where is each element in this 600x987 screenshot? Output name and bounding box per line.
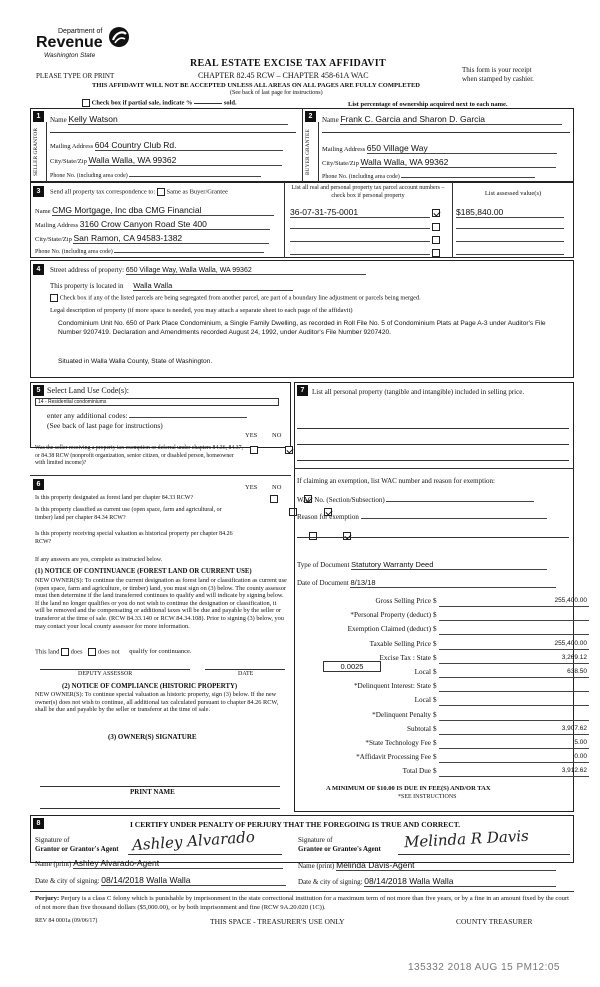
assessed-header: List assessed value(s) [484, 190, 542, 197]
section-1-number: 1 [33, 111, 44, 122]
financial-row-dollar: $ [433, 724, 437, 733]
tax-name-label: Name [35, 208, 51, 215]
street-row [50, 266, 450, 275]
exemption-yes-checkbox[interactable] [250, 446, 258, 454]
continuance-text: NEW OWNER(S): To continue the current designation as forest land or classification as current use (open space, farm and agriculture, or timber) land, you must sign on (3) below. The county assessor must then determine if the land transferred continues to qualify and will indicate by signing below. If the land no longer qualifies or you do not wish to continue the designation or classification, it will be removed and the compensating or additional taxes will be due and payable by the seller or transferor at the time of sale. (RCW 84.33.140 or RCW 84.34.108). Prior to signing (3) below, you may contact your local county assessor for more information. [35, 577, 287, 630]
financial-row-value[interactable]: 3,907.62 [439, 725, 589, 735]
minimum-note: A MINIMUM OF $10.00 IS DUE IN FEE(S) AND/OR TAX [326, 785, 491, 792]
not-accepted-line: THIS AFFIDAVIT WILL NOT BE ACCEPTED UNLESS ALL AREAS ON ALL PAGES ARE FULLY COMPLETED [92, 82, 420, 89]
financial-row-dollar: $ [433, 653, 437, 662]
forest-question: Is this property designated as forest land per chapter 84.33 RCW? [35, 495, 194, 501]
personal-property-checkbox-4[interactable] [432, 249, 440, 257]
sold-label: sold. [223, 99, 237, 107]
seller-mailing-row [50, 140, 296, 151]
parcel-row-1 [290, 207, 450, 218]
doc-date-field[interactable]: 8/13/18 [350, 578, 556, 588]
s5-no-header: NO [272, 432, 282, 439]
perjury-note [35, 895, 571, 912]
tax-city-field[interactable]: San Ramon, CA 94583-1382 [73, 233, 269, 244]
owner-signature-label: (3) OWNER(S) SIGNATURE [108, 733, 197, 741]
tax-phone-label: Phone No. (including area code) [35, 249, 113, 255]
assessed-field-3[interactable] [456, 234, 564, 242]
send-to-label: Send all property tax correspondence to: [50, 188, 156, 196]
buyer-mailing-label: Mailing Address [322, 146, 366, 153]
does-not-checkbox[interactable] [88, 648, 96, 656]
seller-city-row [50, 155, 296, 166]
financial-row [296, 739, 596, 750]
financial-row-value[interactable]: 3,912.62 [439, 767, 589, 777]
tax-mailing-field[interactable]: 3160 Crow Canyon Road Ste 400 [80, 219, 270, 230]
parcel-row-3 [290, 234, 450, 244]
grantee-date-label: Date & city of signing: [298, 878, 363, 886]
grantee-sig-label-1: Signature of [298, 836, 333, 844]
seller-phone-row [50, 170, 296, 179]
certify-statement: I CERTIFY UNDER PENALTY OF PERJURY THAT THE FOREGOING IS TRUE AND CORRECT. [130, 820, 461, 829]
financial-row-dollar: $ [433, 767, 437, 776]
form-title: REAL ESTATE EXCISE TAX AFFIDAVIT [190, 58, 386, 69]
current-use-question: Is this property classified as current use (open space, farm and agricultural, or timber) land per chapter 84.34 RCW? [35, 507, 222, 521]
financial-row-label: Local [414, 696, 431, 705]
doc-date-row [297, 578, 556, 588]
segregated-checkbox[interactable] [50, 294, 58, 302]
parcel-field-4[interactable] [290, 247, 430, 255]
grantee-name-field[interactable]: Melinda Davis-Agent [336, 860, 556, 871]
grantor-name-field[interactable]: Ashley Alvarado-Agent [73, 858, 283, 869]
street-label: Street address of property: [50, 266, 125, 274]
seller-city-label: City/State/Zip [50, 158, 87, 165]
seller-mailing-field[interactable]: 604 Country Club Rd. [95, 140, 283, 151]
reason-label: Reason for exemption [297, 513, 359, 521]
buyer-city-row [322, 157, 570, 168]
financial-row-value[interactable] [439, 711, 589, 721]
financial-row-label: Excise Tax : State [379, 653, 431, 662]
swoosh-icon [108, 26, 130, 48]
financial-row-label: Subtotal [407, 724, 431, 733]
exemption-claim-label: If claiming an exemption, list WAC number and reason for exemption: [297, 477, 495, 485]
financial-row-value[interactable]: 5.00 [439, 739, 589, 749]
doc-type-field[interactable]: Statutory Warranty Deed [351, 560, 547, 570]
seller-city-field[interactable]: Walla Walla, WA 99362 [88, 155, 282, 166]
financial-row-dollar: $ [433, 710, 437, 719]
grantor-sig-label-2: Grantor or Grantor's Agent [35, 845, 119, 853]
financial-row-value[interactable] [439, 696, 589, 706]
does-label: does [70, 648, 83, 656]
local-rate-box[interactable]: 0.0025 [323, 661, 381, 672]
financial-row [296, 767, 596, 778]
s5-yes-header: YES [245, 432, 258, 439]
buyer-name-row [322, 114, 570, 125]
doc-type-row [297, 560, 547, 570]
grantor-signature: Ashley Alvarado [131, 827, 256, 855]
send-to-row [50, 188, 228, 196]
financial-row-dollar: $ [433, 611, 437, 620]
additional-codes-row [47, 410, 247, 420]
county-treasurer: COUNTY TREASURER [456, 917, 533, 926]
buyer-phone-field[interactable] [401, 171, 535, 178]
financial-row-label: Local [414, 668, 431, 676]
segregated-row [50, 294, 570, 302]
if-yes-note: If any answers are yes, complete as instructed below. [35, 557, 163, 563]
financial-row-value[interactable] [439, 611, 589, 621]
grantee-date-row [298, 876, 556, 887]
seller-name-field[interactable]: Kelly Watson [68, 114, 288, 125]
financial-row [296, 625, 596, 636]
financial-row-value[interactable]: 3,269.12 [439, 654, 589, 664]
perjury-text: Perjury is a class C felony which is punishable by imprisonment in the state correctional institution for a maximum term of not more than five years, or by a fine in an amount fixed by the court of not more than five thousand dollars ($5,000.00), or by both imprisonment and fine (RCW 9A.20.020 (1C)). [35, 895, 569, 911]
parcel-number-field[interactable]: 36-07-31-75-0001 [290, 207, 430, 218]
assessed-value-field[interactable]: $185,840.00 [456, 207, 564, 218]
section5-see-back: (See back of last page for instructions) [47, 421, 163, 430]
same-as-buyer-checkbox[interactable] [157, 188, 165, 196]
logo-line1: Department of [58, 28, 103, 35]
additional-codes-field[interactable] [129, 410, 247, 418]
doc-type-label: Type of Document [297, 561, 350, 569]
personal-property-checkbox[interactable] [432, 209, 440, 217]
financial-row-label: Exemption Claimed (deduct) [347, 625, 431, 634]
financial-row-value[interactable]: 0.00 [439, 753, 589, 763]
financial-row-dollar: $ [433, 739, 437, 747]
personal-property-label: List all personal property (tangible and intangible) included in selling price. [312, 388, 525, 396]
exemption-no-checkbox[interactable] [285, 446, 293, 454]
section-3-number: 3 [33, 186, 44, 197]
parcel-row-4 [290, 247, 450, 257]
percentage-note: List percentage of ownership acquired next to each name. [348, 101, 508, 108]
section-8-number: 8 [33, 818, 44, 829]
same-as-buyer-label: Same as Buyer/Grantee [166, 188, 228, 196]
financial-row-label: *Personal Property (deduct) [350, 611, 431, 620]
parcel-field-2[interactable] [290, 221, 430, 229]
financial-row [296, 711, 596, 722]
land-use-select[interactable]: 14 - Residential condominiums [35, 398, 279, 406]
financial-row-value[interactable]: 255,400.00 [439, 640, 589, 650]
reason-field[interactable] [361, 511, 547, 519]
parcel-header: List all real and personal property tax parcel account numbers – check box if personal property [291, 185, 445, 199]
financial-row-label: *Delinquent Interest: State [353, 682, 431, 691]
located-field[interactable]: Walla Walla [133, 281, 293, 291]
buyer-name-field[interactable]: Frank C. Garcia and Sharon D. Garcia [340, 114, 562, 125]
logo-line3: Washington State [44, 52, 96, 59]
receipt-note-1: This form is your receipt [462, 66, 532, 74]
financial-row-dollar: $ [433, 625, 437, 634]
financial-row [296, 597, 596, 608]
grantor-name-label: Name (print) [35, 860, 72, 868]
seller-phone-field[interactable] [129, 170, 261, 177]
see-instructions-note: *SEE INSTRUCTIONS [398, 794, 457, 800]
tax-phone-field[interactable] [114, 246, 264, 253]
assessed-field-2[interactable] [456, 221, 564, 229]
tax-phone-row [35, 246, 281, 255]
legal-label: Legal description of property (if more space is needed, you may attach a separate sheet to each page of the affidavit) [50, 307, 353, 314]
financial-row [296, 682, 596, 693]
grantor-date-label: Date & city of signing: [35, 877, 100, 885]
grantor-date-field[interactable]: 08/14/2018 Walla Walla [101, 875, 286, 886]
grantee-signature: Melinda R Davis [403, 826, 530, 852]
see-back: (See back of last page for instructions) [230, 90, 323, 96]
does-checkbox[interactable] [61, 648, 69, 656]
section-6-number: 6 [33, 479, 44, 490]
treasurer-space: THIS SPACE - TREASURER'S USE ONLY [210, 917, 345, 926]
land-use-label: Select Land Use Code(s): [47, 386, 129, 395]
buyer-mailing-field[interactable]: 650 Village Way [367, 143, 557, 154]
tax-mailing-label: Mailing Address [35, 222, 79, 229]
financial-row-label: Taxable Selling Price [369, 639, 431, 648]
financial-row-value[interactable]: 638.50 [439, 668, 589, 678]
rev-number: REV 84 0001a (09/06/17) [35, 918, 98, 924]
financial-row-dollar: $ [433, 753, 437, 762]
financial-row-value[interactable] [439, 625, 589, 635]
grantor-sig-label-1: Signature of [35, 836, 70, 844]
section-2-number: 2 [305, 111, 316, 122]
seller-grantor-label: SELLER GRANTOR [33, 127, 39, 177]
continuance-title: (1) NOTICE OF CONTINUANCE (FOREST LAND OR CURRENT USE) [35, 568, 252, 575]
financial-row-label: Total Due [402, 767, 431, 776]
s6-no-header: NO [272, 484, 282, 491]
section-7-number: 7 [297, 385, 308, 396]
tax-city-row [35, 233, 281, 244]
compliance-title: (2) NOTICE OF COMPLIANCE (HISTORIC PROPERTY) [62, 683, 238, 690]
buyer-city-field[interactable]: Walla Walla, WA 99362 [360, 157, 556, 168]
historic-question: Is this property receiving special valuation as historical property per chapter 84.26 RCW? [35, 531, 233, 545]
street-field[interactable]: 650 Village Way, Walla Walla, WA 99362 [126, 267, 366, 275]
logo-line2: Revenue [36, 34, 103, 51]
financial-row-label: *Delinquent Penalty [372, 710, 431, 719]
seller-name-label: Name [50, 116, 67, 124]
doc-date-label: Date of Document [297, 579, 349, 587]
exemption-question: Was the seller receiving a property tax exemption or deferral under chapters 84.36, 84.37, or 84.38 RCW (nonprofit organization, senior citizen, or disabled person, homeowner with limited income)? [35, 445, 243, 466]
financial-row-dollar: $ [433, 682, 437, 691]
financial-row-value[interactable]: 255,400.00 [439, 597, 589, 607]
grantee-sig-label-2: Grantee or Grantee's Agent [298, 845, 381, 853]
financial-row-dollar: $ [433, 597, 437, 605]
please-type: PLEASE TYPE OR PRINT [36, 72, 115, 80]
partial-sale-label: Check box if partial sale, indicate % [91, 99, 193, 107]
qualify-label: qualify for continuance. [129, 648, 192, 656]
located-label: This property is located in [50, 282, 124, 290]
buyer-mailing-row [322, 143, 570, 154]
this-land-label: This land [35, 648, 60, 656]
buyer-name-label: Name [322, 116, 339, 124]
tax-mailing-row [35, 219, 281, 230]
seller-name-row [50, 114, 296, 125]
financial-row-label: *State Technology Fee [365, 739, 431, 747]
county-text: Situated in Walla Walla County, State of Washington. [58, 358, 213, 365]
tax-city-label: City/State/Zip [35, 236, 72, 243]
continuance-row [35, 648, 192, 656]
wac-label: WAC No. (Section/Subsection) [297, 496, 385, 504]
financial-row [296, 611, 596, 622]
recording-stamp: 135332 2018 AUG 15 PM12:05 [408, 962, 560, 973]
buyer-phone-row [322, 171, 570, 180]
financial-row [296, 696, 596, 707]
print-name-label: PRINT NAME [130, 788, 175, 796]
financial-row-dollar: $ [433, 668, 437, 676]
seller-mailing-label: Mailing Address [50, 143, 94, 150]
personal-property-checkbox-3[interactable] [432, 236, 440, 244]
grantor-date-row [35, 875, 286, 886]
deputy-assessor-label: DEPUTY ASSESSOR [78, 671, 133, 677]
grantee-name-row [298, 860, 556, 871]
parcel-field-3[interactable] [290, 234, 430, 242]
grantor-name-row [35, 858, 283, 869]
grantee-name-label: Name (print) [298, 862, 335, 870]
buyer-grantee-label: BUYER GRANTEE [305, 129, 311, 175]
section-5-number: 5 [33, 385, 44, 396]
forest-yes-checkbox[interactable] [270, 495, 278, 503]
financial-row-dollar: $ [433, 639, 437, 648]
wac-field[interactable] [386, 494, 534, 502]
dor-logo [36, 22, 136, 64]
section-4-number: 4 [33, 264, 44, 275]
perjury-bold: Perjury: [35, 895, 60, 902]
grantee-date-field[interactable]: 08/14/2018 Walla Walla [364, 876, 556, 887]
partial-sale-checkbox[interactable] [82, 99, 90, 107]
financial-row-label: *Affidavit Processing Fee [356, 753, 431, 762]
wac-row [297, 494, 534, 504]
receipt-note-2: when stamped by cashier. [462, 75, 534, 83]
seller-phone-label: Phone No. (including area code) [50, 173, 128, 179]
buyer-phone-label: Phone No. (including area code) [322, 174, 400, 180]
tax-name-field[interactable]: CMG Mortgage, Inc dba CMG Financial [52, 205, 274, 216]
assessed-field-4[interactable] [456, 247, 564, 255]
segregated-label: Check box if any of the listed parcels are being segregated from another parcel, are part of a boundary line adjustment or parcels being merged. [59, 294, 421, 302]
financial-row-dollar: $ [433, 696, 437, 705]
deputy-date-label: DATE [238, 671, 254, 677]
compliance-text: NEW OWNER(S): To continue special valuation as historic property, sign (3) below. If the new owner(s) does not wish to continue, all additional tax calculated pursuant to chapter 84.26 RCW, shall be due and payable by the seller or transferor at the time of sale. [35, 691, 279, 714]
financial-row [296, 725, 596, 736]
reason-row [297, 511, 547, 521]
chapter-line: CHAPTER 82.45 RCW – CHAPTER 458-61A WAC [198, 71, 369, 80]
legal-description: Condominium Unit No. 650 of Park Place Condominium, a Single Family Dwelling, as recorded in Roll File No. 5 of Condominium Plats at Page A-3 under Auditor's File Number 9207419. Declaration and Amendments recorded August 24, 1992, under Auditor's File Number 9207420. [58, 320, 546, 336]
financial-row-label: Gross Selling Price [375, 597, 431, 605]
parcel-row-2 [290, 221, 450, 231]
buyer-city-label: City/State/Zip [322, 160, 359, 167]
financial-row [296, 640, 596, 651]
personal-property-checkbox-2[interactable] [432, 223, 440, 231]
tax-name-row [35, 205, 281, 216]
additional-codes-label: enter any additional codes: [47, 411, 128, 420]
s6-yes-header: YES [245, 484, 258, 491]
located-row [50, 281, 293, 291]
financial-row-value[interactable] [439, 682, 589, 692]
does-not-label: does not [97, 648, 120, 656]
financial-row [296, 753, 596, 764]
partial-sale-row [82, 99, 237, 107]
